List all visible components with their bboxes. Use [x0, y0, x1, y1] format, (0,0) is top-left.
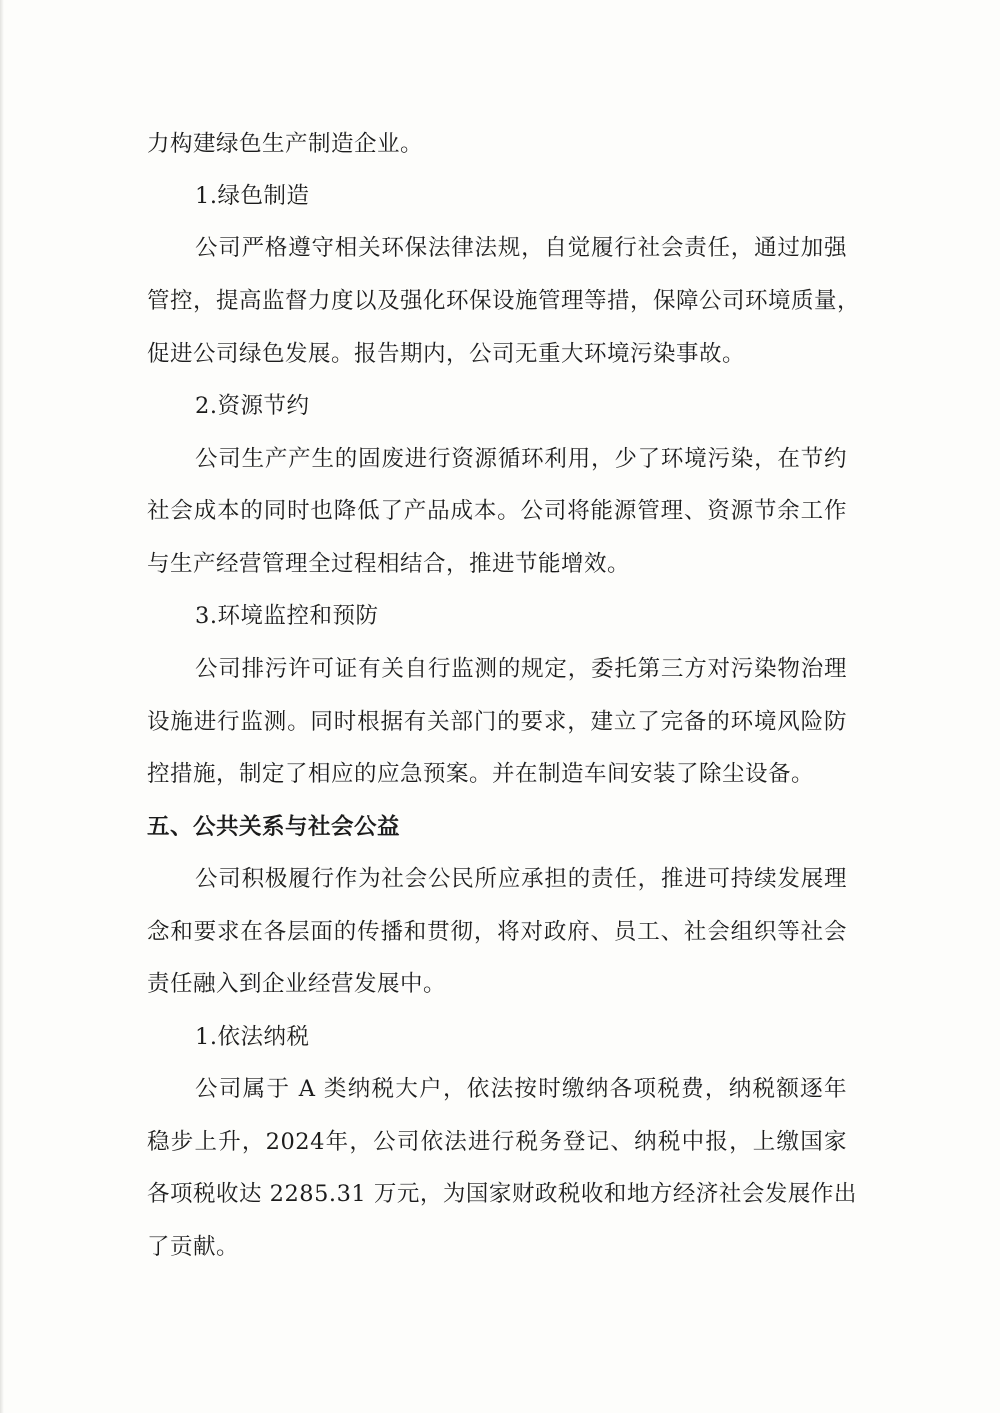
paragraph-line: 公司生产产生的固废进行资源循环利用，少了环境污染，在节约 [195, 446, 847, 472]
paragraph-line: 念和要求在各层面的传播和贯彻，将对政府、员工、社会组织等社会 [147, 919, 847, 945]
section-heading-public-relations: 五、公共关系与社会公益 [147, 814, 401, 840]
paragraph-line: 管控，提高监督力度以及强化环保设施管理等措，保障公司环境质量， [147, 288, 861, 314]
paragraph-line: 各项税收达 2285.31 万元，为国家财政税收和地方经济社会发展作出 [147, 1181, 857, 1207]
paragraph-line: 设施进行监测。同时根据有关部门的要求，建立了完备的环境风险防 [147, 709, 847, 735]
paragraph-line: 公司积极履行作为社会公民所应承担的责任，推进可持续发展理 [195, 866, 847, 892]
paragraph-line: 控措施，制定了相应的应急预案。并在制造车间安装了除尘设备。 [147, 761, 815, 787]
paragraph-line: 公司严格遵守相关环保法律法规，自觉履行社会责任，通过加强 [195, 235, 847, 261]
paragraph-line: 公司排污许可证有关自行监测的规定，委托第三方对污染物治理 [195, 656, 847, 682]
subsection-heading-green-manufacturing: 1.绿色制造 [195, 183, 310, 209]
subsection-heading-environment-monitoring: 3.环境监控和预防 [195, 603, 379, 629]
paragraph-line: 公司属于 A 类纳税大户，依法按时缴纳各项税费，纳税额逐年 [195, 1076, 847, 1102]
paragraph-line: 稳步上升，2024年，公司依法进行税务登记、纳税中报，上缴国家 [147, 1129, 847, 1155]
scan-edge-shadow [0, 0, 4, 1413]
paragraph-line: 与生产经营管理全过程相结合，推进节能增效。 [147, 551, 631, 577]
paragraph-line: 社会成本的同时也降低了产品成本。公司将能源管理、资源节余工作 [147, 498, 847, 524]
paragraph-line: 促进公司绿色发展。报告期内，公司无重大环境污染事故。 [147, 341, 746, 367]
paragraph-line: 力构建绿色生产制造企业。 [147, 131, 424, 157]
subsection-heading-resource-saving: 2.资源节约 [195, 393, 310, 419]
paragraph-line: 责任融入到企业经营发展中。 [147, 971, 447, 997]
subsection-heading-tax: 1.依法纳税 [195, 1024, 310, 1050]
paragraph-line: 了贡献。 [147, 1234, 240, 1260]
